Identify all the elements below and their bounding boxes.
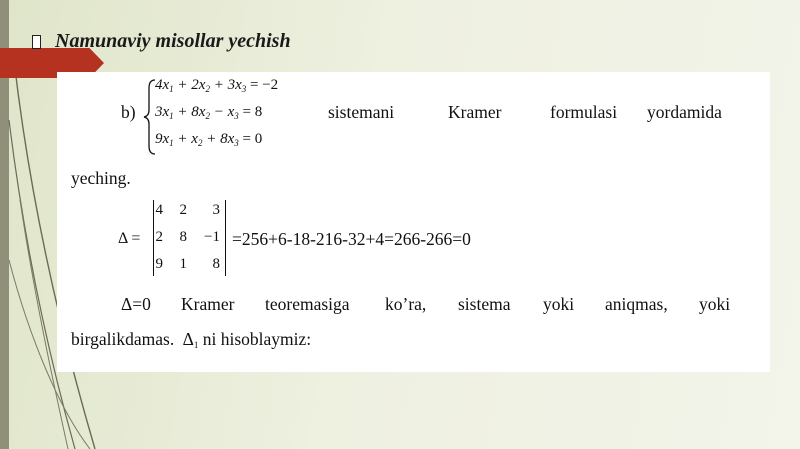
matrix-cell: 8 <box>179 229 187 245</box>
matrix-cell: 4 <box>155 202 163 218</box>
word-formulasi: formulasi <box>550 102 618 122</box>
word-birgalikdamas: birgalikdamas. <box>71 329 175 349</box>
content-card <box>57 72 770 372</box>
equation-3: $9x_1 + x_2 + 8x_3 = 0$ <box>155 131 263 148</box>
word-sistemani: sistemani <box>328 102 395 122</box>
word-yoki-2: yoki <box>699 294 731 314</box>
word-kramer-2: Kramer <box>181 294 235 314</box>
slide-title: Namunaviy misollar yechish <box>55 30 291 52</box>
title-row <box>32 30 291 53</box>
determinant-right-bar <box>225 200 226 276</box>
word-yordamida: yordamida <box>647 102 722 122</box>
word-hisoblaymiz: ni hisoblaymiz: <box>202 329 312 349</box>
matrix-cell: 8 <box>212 256 220 272</box>
bullet-icon <box>32 35 41 49</box>
matrix-cell: 9 <box>155 256 163 272</box>
word-kramer: Kramer <box>448 102 502 122</box>
problem-label: b) <box>121 102 136 122</box>
word-aniqmas: aniqmas, <box>605 294 668 314</box>
equation-1: $4x_1 + 2x_2 + 3x_3 = -2$ <box>155 77 279 94</box>
determinant-result: =256+6-18-216-32+4=266-266=0 <box>232 229 471 249</box>
word-yoki: yoki <box>543 294 575 314</box>
matrix-cell: 2 <box>155 229 163 245</box>
matrix-cell: 1 <box>179 256 187 272</box>
delta-symbol: Δ = <box>118 230 141 247</box>
matrix-cell: 3 <box>212 202 220 218</box>
matrix-cell: 2 <box>179 202 187 218</box>
equation-2: $3x_1 + 8x_2 - x_3 = 8$ <box>155 104 263 121</box>
word-delta-zero: Δ=0 <box>121 294 151 314</box>
word-yeching: yeching. <box>71 168 131 188</box>
word-sistema: sistema <box>458 294 511 314</box>
word-kora: ko’ra, <box>385 294 427 314</box>
delta-1: $\Delta_1$ <box>182 329 199 350</box>
matrix-cell: −1 <box>204 229 220 245</box>
word-teoremasiga: teoremasiga <box>265 294 350 314</box>
conclusion-line-2 <box>71 329 311 350</box>
